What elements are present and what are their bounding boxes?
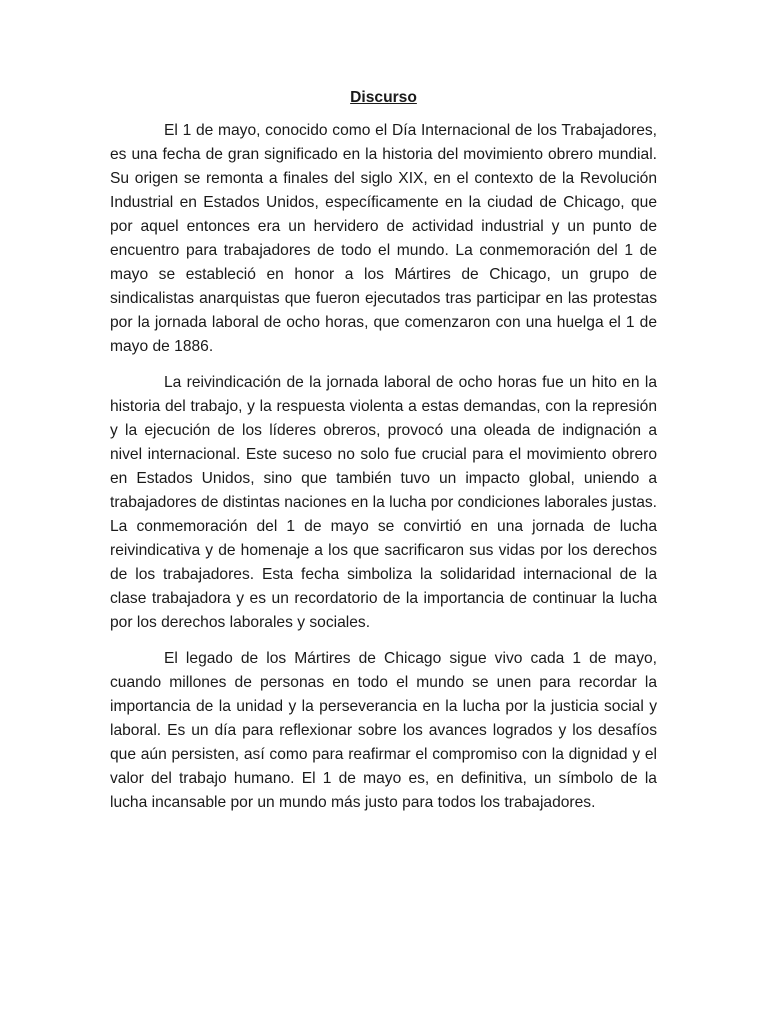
document-title: Discurso <box>350 89 417 106</box>
paragraph-2: La reivindicación de la jornada laboral de ocho horas fue un hito en la historia del trabajo, y la respuesta violenta a estas demandas, con la represión y la ejecución de los líderes obreros, provocó una oleada de indignación a nivel internacional. Este suceso no solo fue crucial para el movimiento obrero en Estados Unidos, sino que también tuvo un impacto global, uniendo a trabajadores de distintas naciones en la lucha por condiciones laborales justas. La conmemoración del 1 de mayo se convirtió en una jornada de lucha reivindicativa y de homenaje a los que sacrificaron sus vidas por los derechos de los trabajadores. Esta fecha simboliza la solidaridad internacional de la clase trabajadora y es un recordatorio de la importancia de continuar la lucha por los derechos laborales y sociales. <box>110 374 657 631</box>
paragraph-3: El legado de los Mártires de Chicago sigue vivo cada 1 de mayo, cuando millones de personas en todo el mundo se unen para recordar la importancia de la unidad y la perseverancia en la lucha por la justicia social y laboral. Es un día para reflexionar sobre los avances logrados y los desafíos que aún persisten, así como para reafirmar el compromiso con la dignidad y el valor del trabajo humano. El 1 de mayo es, en definitiva, un símbolo de la lucha incansable por un mundo más justo para todos los trabajadores. <box>110 650 657 811</box>
document-page <box>110 86 657 827</box>
paragraph-1: El 1 de mayo, conocido como el Día Internacional de los Trabajadores, es una fecha de gran significado en la historia del movimiento obrero mundial. Su origen se remonta a finales del siglo XIX, en el contexto de la Revolución Industrial en Estados Unidos, específicamente en la ciudad de Chicago, que por aquel entonces era un hervidero de actividad industrial y un punto de encuentro para trabajadores de todo el mundo. La conmemoración del 1 de mayo se estableció en honor a los Mártires de Chicago, un grupo de sindicalistas anarquistas que fueron ejecutados tras participar en las protestas por la jornada laboral de ocho horas, que comenzaron con una huelga el 1 de mayo de 1886. <box>110 122 657 355</box>
